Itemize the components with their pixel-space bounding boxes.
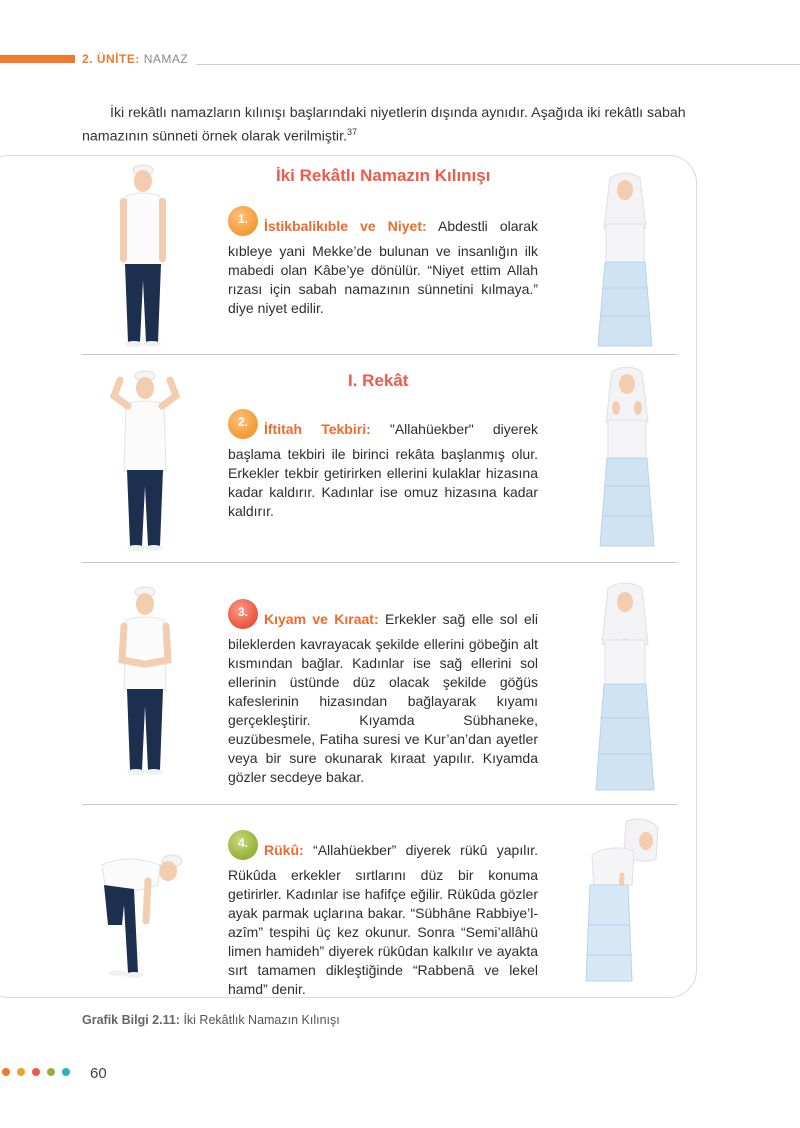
section-divider-1 xyxy=(82,354,677,355)
intro-text: İki rekâtlı namazların kılınışı başlarındaki niyetlerin dışında aynıdır. Aşağıda iki rekâtlı sabah namazının sünneti örnek olarak verilmiştir. xyxy=(82,105,686,145)
girl-standing-figure xyxy=(590,168,660,353)
step-number-badge: 1. xyxy=(228,206,258,236)
intro-footnote-ref: 37 xyxy=(346,127,357,137)
step-text: Abdestli olarak kıbleye yani Mekke’de bulunan ve insanlığın ilk mabedi olan Kâbe’ye dönülür. “Niyet ettim Allah rızası için sabah namazının sünnetini kılmaya.” diye niyet edilir. xyxy=(228,218,538,316)
step-2 xyxy=(228,415,538,521)
step-keyword: İstikbalikıble ve Niyet: xyxy=(264,218,427,234)
footer-dot xyxy=(17,1068,25,1076)
step-number-badge: 2. xyxy=(228,409,258,439)
unit-label: 2. ÜNİTE: xyxy=(82,52,140,66)
girl-takbir-figure xyxy=(592,362,662,552)
girl-qiyam-figure xyxy=(588,578,662,796)
step-1 xyxy=(228,212,538,318)
rekat-title: I. Rekât xyxy=(348,371,409,390)
unit-topic: NAMAZ xyxy=(143,52,189,66)
step-3 xyxy=(228,605,538,787)
unit-header xyxy=(82,52,188,66)
girl-ruku-figure xyxy=(582,815,667,990)
footer-dot xyxy=(2,1068,10,1076)
caption-text: İki Rekâtlık Namazın Kılınışı xyxy=(179,1013,340,1027)
step-keyword: Rükû: xyxy=(264,842,304,858)
boy-takbir-figure xyxy=(108,366,183,556)
intro-paragraph xyxy=(82,104,702,147)
step-number-badge: 3. xyxy=(228,599,258,629)
step-keyword: Kıyam ve Kıraat: xyxy=(264,611,379,627)
step-text: "Allahüekber" diyerek başlama tekbiri ile birinci rekâta başlanmış olur. Erkekler tekbir getirirken ellerini kulaklar hizasına kadar kaldırır. Kadınlar ise omuz hizasına kadar kaldırır. xyxy=(228,421,538,519)
section-divider-3 xyxy=(82,804,677,805)
step-text: Erkekler sağ elle sol eli bileklerden kavrayacak şekilde ellerini göbeğin alt kısmından bağlar. Kadınlar ise sağ ellerini sol ellerinin üstünde düz olacak şekilde göğüs kafeslerinin hizasından bağlayarak kıyamı gerçekleştirir. Kıyamda Sübhaneke, euzübesmele, Fatiha suresi ve Kur’an’dan ayetler veya bir sure okunarak kıraat yapılır. Kıyamda gözler secdeye bakar. xyxy=(228,611,539,785)
footer-dot xyxy=(47,1068,55,1076)
step-text: “Allahüekber” diyerek rükû yapılır. Rükûda erkekler sırtlarını düz bir konuma getirirler. Kadınlar ise hafifçe eğilir. Rükûda gözler ayak parmak uçlarına bakar. “Sübhâne Rabbiye’l-azîm” tespihi üç kez okunur. Sonra “Semi’allâhü limen hamideh” diyerek rükûdan kalkılır ve ayakta sırt tamamen dikleştiğinde “Rabbenâ ve lekel hamd” denir. xyxy=(228,842,538,997)
header-divider xyxy=(196,64,800,65)
header-accent-bar xyxy=(0,55,75,63)
infographic-title: İki Rekâtlı Namazın Kılınışı xyxy=(276,166,491,185)
section-divider-2 xyxy=(82,562,677,563)
footer-dot xyxy=(62,1068,70,1076)
step-keyword: İftitah Tekbiri: xyxy=(264,421,371,437)
step-4 xyxy=(228,836,538,999)
boy-standing-figure xyxy=(108,160,178,350)
boy-qiyam-figure xyxy=(110,582,180,782)
step-number-badge: 4. xyxy=(228,830,258,860)
page-number: 60 xyxy=(90,1065,107,1082)
boy-ruku-figure xyxy=(98,845,188,985)
figure-caption xyxy=(82,1013,340,1027)
caption-label: Grafik Bilgi 2.11: xyxy=(82,1013,180,1027)
footer-dot xyxy=(32,1068,40,1076)
